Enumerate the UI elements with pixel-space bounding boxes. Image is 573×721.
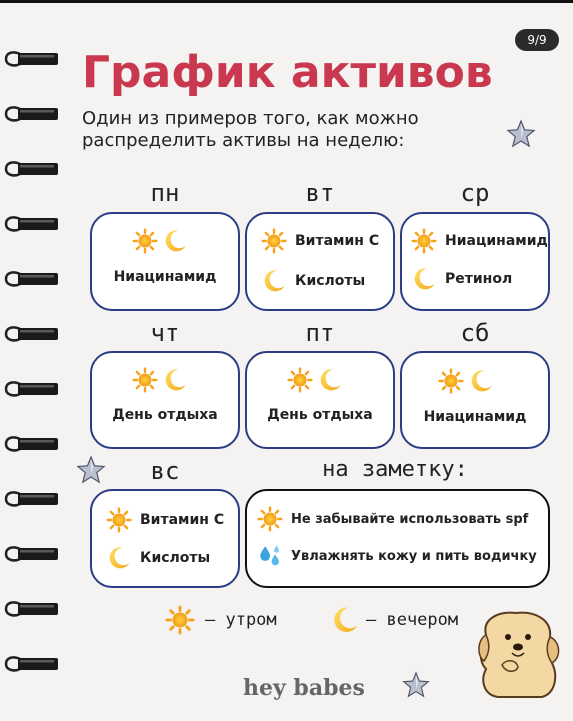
spiral-ring [2, 599, 62, 619]
moon-icon [162, 228, 188, 254]
spiral-ring [2, 49, 62, 69]
sun-icon [106, 507, 132, 533]
morning-line [106, 507, 224, 533]
active-label: Витамин С [295, 233, 380, 249]
spiral-ring [2, 269, 62, 289]
day-card-fri [245, 351, 395, 449]
active-label: Кислоты [140, 550, 211, 566]
moon-icon [411, 266, 437, 292]
spiral-ring [2, 489, 62, 509]
page-title: График активов [82, 47, 493, 98]
notes-card [245, 489, 550, 588]
moon-icon [468, 365, 494, 397]
active-label: Ниацинамид [445, 233, 548, 249]
morning-line [411, 228, 548, 254]
note-item [257, 543, 537, 569]
spiral-ring [2, 104, 62, 124]
evening-line [411, 266, 512, 292]
active-label: Ниацинамид [423, 409, 527, 425]
water-drops-icon [257, 543, 283, 569]
note-text: Не забывайте использовать spf [291, 511, 529, 527]
active-label: День отдыха [112, 407, 218, 423]
moon-icon [330, 605, 360, 635]
day-card-wed [400, 212, 550, 311]
evening-line [261, 268, 365, 294]
dog-sticker [472, 605, 564, 701]
spiral-ring [2, 379, 62, 399]
day-card-mon [90, 212, 240, 311]
day-name-tue: вт [305, 179, 335, 207]
spiral-ring [2, 434, 62, 454]
star-icon [506, 119, 536, 149]
day-name-sat: сб [460, 319, 490, 347]
active-label: Ниацинамид [113, 269, 217, 285]
notes-title: на заметку: [322, 457, 468, 482]
note-text: Увлажнять кожу и пить водичку [291, 548, 537, 564]
sun-icon [261, 228, 287, 254]
moon-icon [106, 545, 132, 571]
moon-icon [162, 367, 188, 393]
star-icon [402, 671, 430, 699]
sun-icon [132, 367, 158, 393]
day-card-tue [245, 212, 395, 311]
spiral-ring [2, 214, 62, 234]
sun-icon [257, 506, 283, 532]
active-label: День отдыха [267, 407, 373, 423]
note-item [257, 506, 528, 532]
sun-icon [165, 605, 195, 635]
day-name-wed: ср [460, 179, 490, 207]
sun-icon [132, 228, 158, 254]
active-label: Витамин С [140, 512, 225, 528]
spiral-ring [2, 159, 62, 179]
morning-line [261, 228, 379, 254]
day-icons [132, 367, 188, 393]
moon-icon [317, 367, 343, 393]
day-card-sat [400, 351, 550, 449]
legend-morning: — утром [205, 610, 277, 630]
page-subtitle: Один из примеров того, как можно распределить активы на неделю: [82, 108, 419, 151]
legend-evening: — вечером [366, 610, 459, 630]
spiral-ring [2, 654, 62, 674]
spiral-ring [2, 324, 62, 344]
day-icons [132, 228, 188, 254]
active-label: Ретинол [445, 271, 513, 287]
day-name-mon: пн [150, 179, 180, 207]
brand-logo: hey babes [243, 675, 365, 701]
sun-icon [438, 365, 464, 397]
active-label: Кислоты [295, 273, 366, 289]
day-name-thu: чт [150, 319, 180, 347]
spiral-binding [0, 3, 70, 721]
evening-line [106, 545, 210, 571]
spiral-ring [2, 544, 62, 564]
day-icons [287, 367, 343, 393]
day-name-fri: пт [305, 319, 335, 347]
day-icons [438, 365, 494, 397]
sun-icon [411, 228, 437, 254]
day-card-thu [90, 351, 240, 449]
page-indicator: 9/9 [515, 29, 559, 51]
day-card-sun [90, 489, 240, 588]
sun-icon [287, 367, 313, 393]
moon-icon [261, 268, 287, 294]
day-name-sun: вс [150, 457, 180, 485]
